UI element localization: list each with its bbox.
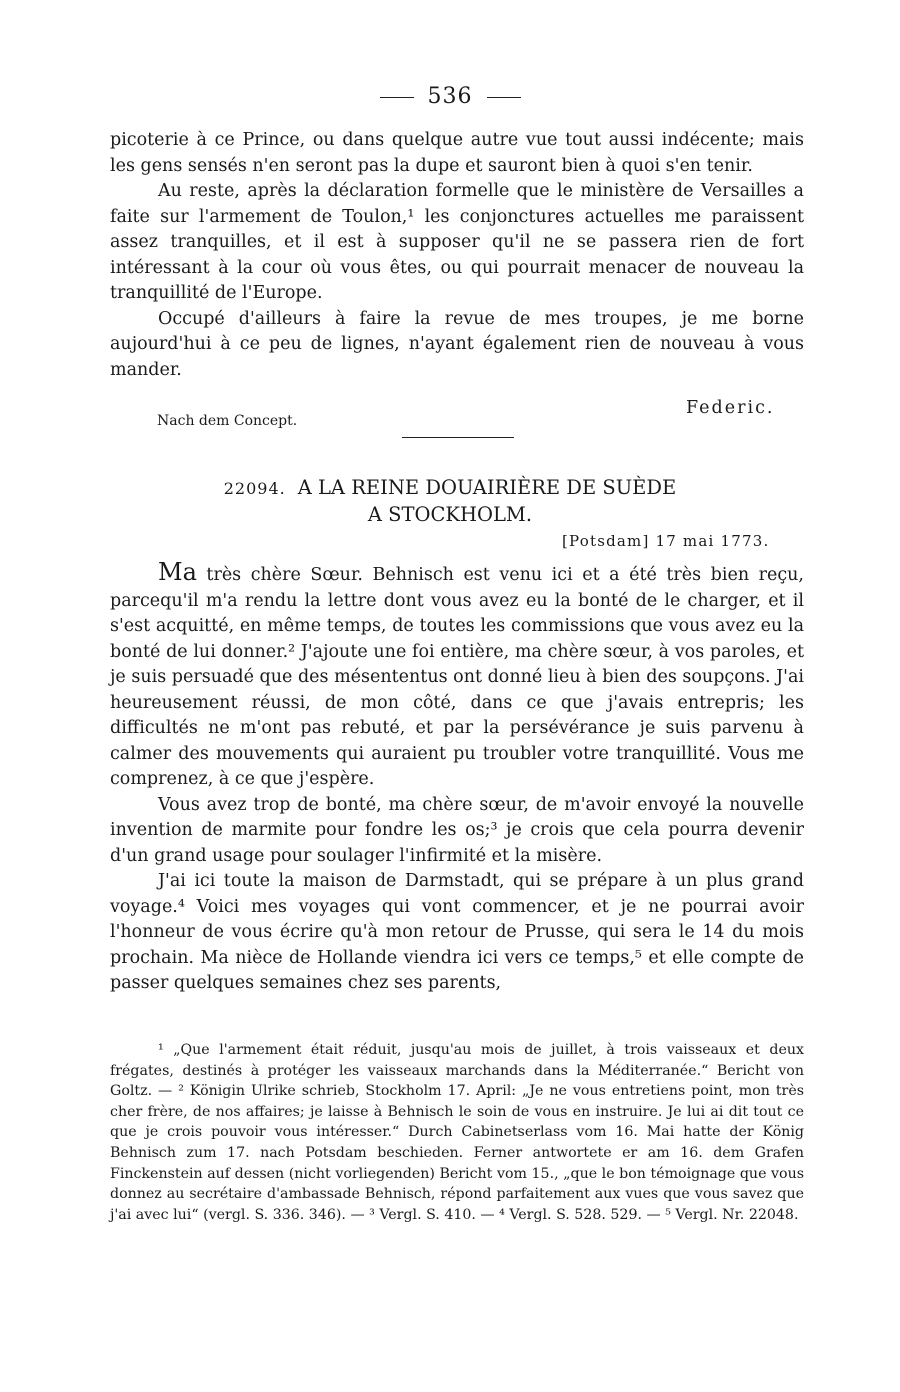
continuation-text xyxy=(110,128,804,383)
paragraph: Au reste, après la déclaration formelle que le ministère de Versailles a faite sur l'armement de Toulon,¹ les conjonctures actuelles me paraissent assez tranquilles, et il est à supposer qu'il ne se passera rien de fort intéressant à la cour où vous êtes, ou qui pourrait menacer de nouveau la tranquillité de l'Europe. xyxy=(110,181,804,303)
paragraph: picoterie à ce Prince, ou dans quelque autre vue tout aussi indécente; mais les gens sensés n'en seront pas la dupe et sauront bien à quoi s'en tenir. xyxy=(110,130,804,176)
paragraph: Vous avez trop de bonté, ma chère sœur, de m'avoir envoyé la nouvelle invention de marmite pour fondre les os;³ je crois que cela pourra devenir d'un grand usage pour soulager l'infirmité et la misère. xyxy=(110,794,804,866)
paragraph-text: très chère Sœur. Behnisch est venu ici et a été très bien reçu, parcequ'il m'a rendu la lettre dont vous avez eu la bonté de le charger, et il s'est acquitté, en même temps, de toutes les commissions que vous avez eu la bonté de lui donner.² J'ajoute une foi entière, ma chère sœur, à vos paroles, et je suis persuadé que des mésententus ont donné lieu à bien des soupçons. J'ai heureusement réussi, de mon côté, dans ce que j'avais entrepris; les difficultés ne m'ont pas rebuté, et par la persévérance je suis parvenu à calmer des mouvements qui auraient pu troubler votre tranquillité. Vous me comprenez, à ce que j'espère. xyxy=(110,565,804,789)
header-dash-left xyxy=(380,97,414,98)
paragraph: J'ai ici toute la maison de Darmstadt, qui se prépare à un plus grand voyage.⁴ Voici mes voyages qui vont commencer, et je ne pourrai avoir l'honneur de vous écrire qu'à mon retour de Prusse, qui sera le 14 du mois prochain. Ma nièce de Hollande viendra ici vers ce temps,⁵ et elle compte de passer quelques semaines chez ses parents, xyxy=(110,871,804,993)
paragraph: Occupé d'ailleurs à faire la revue de mes troupes, je me borne aujourd'hui à ce peu de lignes, n'ayant également rien de nouveau à vous mander. xyxy=(110,308,804,380)
letter-heading-line1 xyxy=(0,475,900,502)
footnote-text: ¹ „Que l'armement était réduit, jusqu'au mois de juillet, à trois vaisseaux et deux frégates, destinés à protéger les vaisseaux marchands dans la Méditerranée.“ Bericht von Goltz. — ² Königin Ulrike schrieb, Stockholm 17. April: „Je ne vous entretiens point, mon très cher frère, de nos affaires; je laisse à Behnisch le soin de vous en instruire. Je lui ai dit tout ce que je crois pouvoir vous intéresser.“ Durch Cabinetserlass vom 16. Mai hatte der König Behnisch zum 17. nach Potsdam beschieden. Ferner antwortete er am 16. dem Grafen Finckenstein auf dessen (nicht vorliegenden) Bericht vom 15., „que le bon témoignage que vous donnez au secrétaire d'ambassade Behnisch, répond parfaitement aux vues que vous savez que j'ai avec lui“ (vergl. S. 336. 346). — ³ Vergl. S. 410. — ⁴ Vergl. S. 528. 529. — ⁵ Vergl. Nr. 22048. xyxy=(110,1042,804,1223)
paragraph xyxy=(110,560,804,793)
signature: Federic. xyxy=(686,398,775,418)
letter-heading xyxy=(0,475,900,528)
letter-title: A LA REINE DOUAIRIÈRE DE SUÈDE xyxy=(297,476,677,499)
source-note: Nach dem Concept. xyxy=(157,413,298,429)
letter-body xyxy=(110,560,804,997)
footnotes xyxy=(110,1040,804,1225)
header-dash-right xyxy=(487,97,521,98)
letter-title-line2: A STOCKHOLM. xyxy=(367,503,533,526)
page-header xyxy=(0,84,900,109)
letter-dateline: [Potsdam] 17 mai 1773. xyxy=(562,532,770,550)
salutation-initial: Ma xyxy=(158,558,197,586)
section-divider xyxy=(402,437,514,438)
page-number: 536 xyxy=(427,84,473,109)
letter-number: 22094. xyxy=(223,479,286,498)
